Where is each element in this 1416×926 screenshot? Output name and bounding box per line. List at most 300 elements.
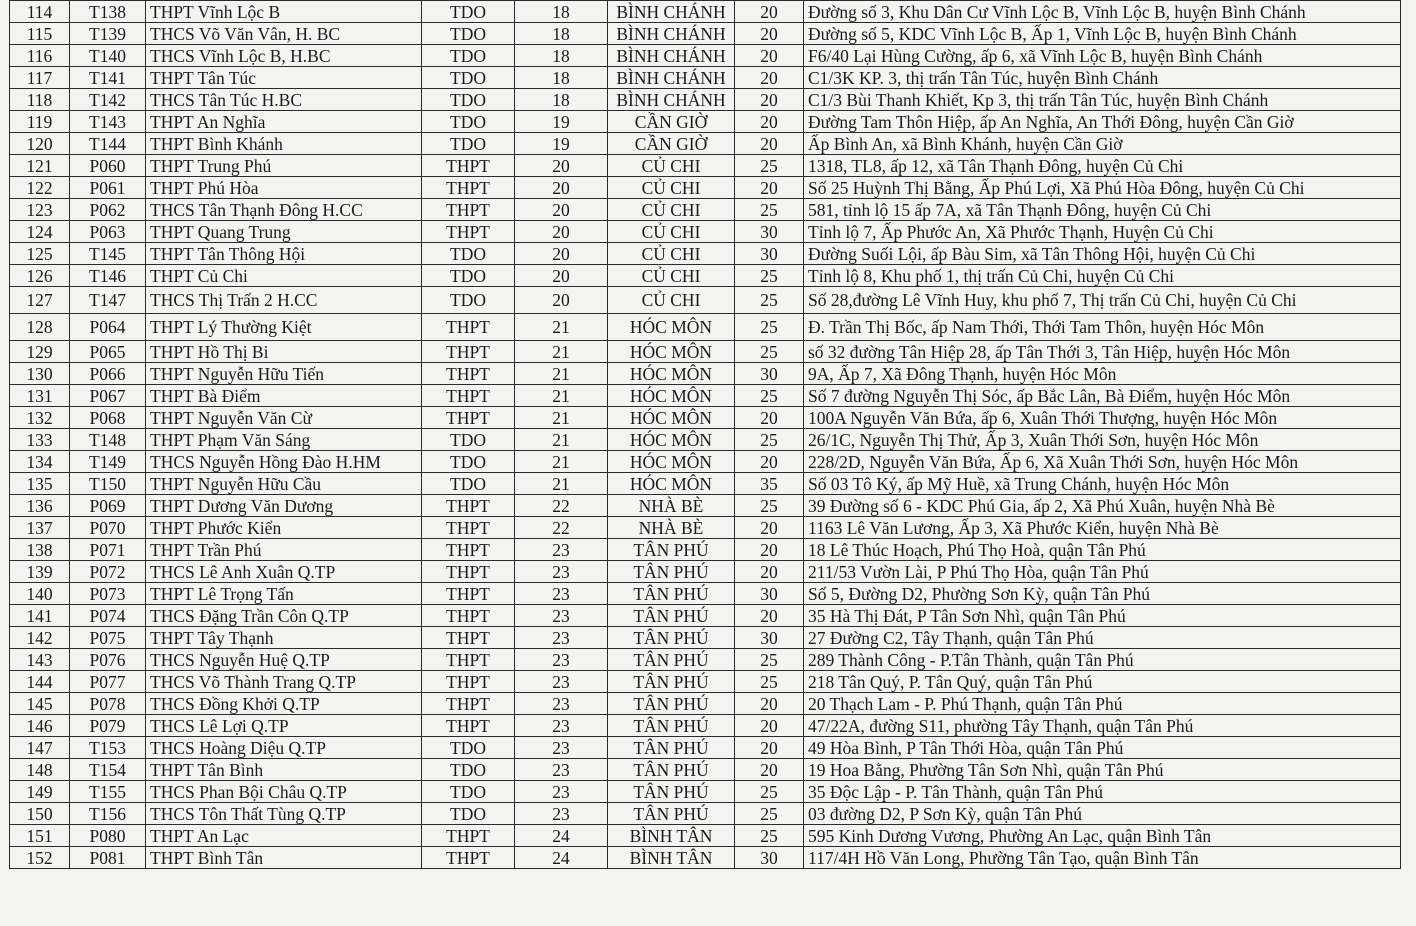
- site-code: P070: [70, 517, 146, 539]
- table-row: [10, 803, 1401, 825]
- room-count: 25: [735, 341, 804, 363]
- site-code: P080: [70, 825, 146, 847]
- school-type: TDO: [422, 803, 515, 825]
- school-name: THPT An Nghĩa: [146, 111, 422, 133]
- school-address: Số 03 Tô Ký, ấp Mỹ Huề, xã Trung Chánh, huyện Hóc Môn: [804, 473, 1401, 495]
- room-count: 20: [735, 693, 804, 715]
- table-row: [10, 847, 1401, 869]
- school-name: THPT Tây Thạnh: [146, 627, 422, 649]
- district-number: 20: [515, 265, 608, 287]
- site-code: T141: [70, 67, 146, 89]
- district-number: 21: [515, 314, 608, 341]
- school-name: THPT Trần Phú: [146, 539, 422, 561]
- school-name: THPT Phước Kiển: [146, 517, 422, 539]
- room-count: 25: [735, 803, 804, 825]
- district-name: BÌNH CHÁNH: [608, 67, 735, 89]
- school-name: THPT Tân Túc: [146, 67, 422, 89]
- school-name: THPT Trung Phú: [146, 155, 422, 177]
- site-code: P061: [70, 177, 146, 199]
- site-code: T146: [70, 265, 146, 287]
- school-address: 581, tỉnh lộ 15 ấp 7A, xã Tân Thạnh Đông, huyện Củ Chi: [804, 199, 1401, 221]
- row-number: 131: [10, 385, 70, 407]
- district-number: 21: [515, 385, 608, 407]
- site-code: T155: [70, 781, 146, 803]
- row-number: 151: [10, 825, 70, 847]
- school-address: 47/22A, đường S11, phường Tây Thạnh, quận Tân Phú: [804, 715, 1401, 737]
- row-number: 150: [10, 803, 70, 825]
- school-name: THCS Nguyễn Hồng Đào H.HM: [146, 451, 422, 473]
- school-type: THPT: [422, 155, 515, 177]
- district-number: 20: [515, 199, 608, 221]
- district-number: 23: [515, 759, 608, 781]
- school-type: THPT: [422, 847, 515, 869]
- district-number: 24: [515, 847, 608, 869]
- school-name: THPT Củ Chi: [146, 265, 422, 287]
- school-address: Đường Tam Thôn Hiệp, ấp An Nghĩa, An Thới Đông, huyện Cần Giờ: [804, 111, 1401, 133]
- school-name: THCS Võ Thành Trang Q.TP: [146, 671, 422, 693]
- room-count: 25: [735, 429, 804, 451]
- school-address: C1/3K KP. 3, thị trấn Tân Túc, huyện Bình Chánh: [804, 67, 1401, 89]
- site-code: T148: [70, 429, 146, 451]
- table-row: [10, 265, 1401, 287]
- school-name: THPT Bình Tân: [146, 847, 422, 869]
- room-count: 20: [735, 539, 804, 561]
- school-type: THPT: [422, 693, 515, 715]
- site-code: P077: [70, 671, 146, 693]
- district-number: 23: [515, 693, 608, 715]
- site-code: T143: [70, 111, 146, 133]
- school-type: TDO: [422, 451, 515, 473]
- table-row: [10, 363, 1401, 385]
- district-number: 23: [515, 649, 608, 671]
- room-count: 25: [735, 671, 804, 693]
- room-count: 20: [735, 451, 804, 473]
- district-name: TÂN PHÚ: [608, 605, 735, 627]
- school-name: THPT Vĩnh Lộc B: [146, 1, 422, 23]
- row-number: 118: [10, 89, 70, 111]
- district-number: 23: [515, 671, 608, 693]
- school-name: THCS Nguyễn Huệ Q.TP: [146, 649, 422, 671]
- table-row: [10, 177, 1401, 199]
- school-type: TDO: [422, 89, 515, 111]
- row-number: 144: [10, 671, 70, 693]
- school-address: 18 Lê Thúc Hoạch, Phú Thọ Hoà, quận Tân Phú: [804, 539, 1401, 561]
- district-number: 18: [515, 67, 608, 89]
- table-row: [10, 133, 1401, 155]
- school-name: THCS Tân Thạnh Đông H.CC: [146, 199, 422, 221]
- district-name: BÌNH CHÁNH: [608, 89, 735, 111]
- school-type: THPT: [422, 715, 515, 737]
- district-name: CẦN GIỜ: [608, 133, 735, 155]
- table-row: [10, 737, 1401, 759]
- row-number: 149: [10, 781, 70, 803]
- school-type: THPT: [422, 341, 515, 363]
- row-number: 119: [10, 111, 70, 133]
- school-name: THPT An Lạc: [146, 825, 422, 847]
- school-type: TDO: [422, 287, 515, 314]
- room-count: 20: [735, 23, 804, 45]
- row-number: 114: [10, 1, 70, 23]
- site-code: P071: [70, 539, 146, 561]
- district-name: TÂN PHÚ: [608, 561, 735, 583]
- room-count: 25: [735, 825, 804, 847]
- district-name: TÂN PHÚ: [608, 627, 735, 649]
- school-address: 35 Độc Lập - P. Tân Thành, quận Tân Phú: [804, 781, 1401, 803]
- table-row: [10, 539, 1401, 561]
- table-row: [10, 781, 1401, 803]
- room-count: 25: [735, 199, 804, 221]
- district-name: TÂN PHÚ: [608, 803, 735, 825]
- site-code: P064: [70, 314, 146, 341]
- table-row: [10, 221, 1401, 243]
- district-name: TÂN PHÚ: [608, 781, 735, 803]
- school-type: THPT: [422, 517, 515, 539]
- room-count: 25: [735, 649, 804, 671]
- row-number: 120: [10, 133, 70, 155]
- district-number: 23: [515, 781, 608, 803]
- school-name: THPT Bình Khánh: [146, 133, 422, 155]
- district-number: 19: [515, 111, 608, 133]
- room-count: 30: [735, 627, 804, 649]
- table-row: [10, 111, 1401, 133]
- table-body: [10, 0, 1401, 869]
- site-code: P081: [70, 847, 146, 869]
- exam-site-table: [9, 0, 1401, 869]
- table-row: [10, 314, 1401, 341]
- room-count: 20: [735, 517, 804, 539]
- row-number: 145: [10, 693, 70, 715]
- school-name: THCS Tân Túc H.BC: [146, 89, 422, 111]
- table-row: [10, 45, 1401, 67]
- school-type: TDO: [422, 759, 515, 781]
- room-count: 30: [735, 363, 804, 385]
- site-code: P075: [70, 627, 146, 649]
- table-row: [10, 407, 1401, 429]
- table-row: [10, 561, 1401, 583]
- district-name: TÂN PHÚ: [608, 737, 735, 759]
- district-number: 20: [515, 221, 608, 243]
- row-number: 140: [10, 583, 70, 605]
- row-number: 115: [10, 23, 70, 45]
- table-row: [10, 605, 1401, 627]
- school-address: số 32 đường Tân Hiệp 28, ấp Tân Thới 3, Tân Hiệp, huyện Hóc Môn: [804, 341, 1401, 363]
- district-name: BÌNH TÂN: [608, 847, 735, 869]
- school-address: 289 Thành Công - P.Tân Thành, quận Tân Phú: [804, 649, 1401, 671]
- district-number: 24: [515, 825, 608, 847]
- room-count: 25: [735, 265, 804, 287]
- district-name: CẦN GIỜ: [608, 111, 735, 133]
- school-type: THPT: [422, 583, 515, 605]
- room-count: 20: [735, 1, 804, 23]
- district-name: HÓC MÔN: [608, 385, 735, 407]
- district-number: 23: [515, 627, 608, 649]
- table-row: [10, 199, 1401, 221]
- site-code: T154: [70, 759, 146, 781]
- room-count: 25: [735, 495, 804, 517]
- school-address: 1163 Lê Văn Lương, Ấp 3, Xã Phước Kiển, huyện Nhà Bè: [804, 517, 1401, 539]
- school-name: THCS Hoàng Diệu Q.TP: [146, 737, 422, 759]
- table-row: [10, 627, 1401, 649]
- school-type: THPT: [422, 605, 515, 627]
- district-name: CỦ CHI: [608, 265, 735, 287]
- district-number: 18: [515, 45, 608, 67]
- district-number: 23: [515, 605, 608, 627]
- school-type: TDO: [422, 111, 515, 133]
- school-type: THPT: [422, 314, 515, 341]
- district-number: 22: [515, 517, 608, 539]
- school-type: TDO: [422, 67, 515, 89]
- school-name: THCS Thị Trấn 2 H.CC: [146, 287, 422, 314]
- school-address: 100A Nguyễn Văn Bứa, ấp 6, Xuân Thới Thượng, huyện Hóc Môn: [804, 407, 1401, 429]
- school-name: THPT Bà Điểm: [146, 385, 422, 407]
- school-address: Số 5, Đường D2, Phường Sơn Kỳ, quận Tân Phú: [804, 583, 1401, 605]
- row-number: 130: [10, 363, 70, 385]
- school-address: Đ. Trần Thị Bốc, ấp Nam Thới, Thới Tam Thôn, huyện Hóc Môn: [804, 314, 1401, 341]
- school-type: TDO: [422, 23, 515, 45]
- district-number: 23: [515, 803, 608, 825]
- room-count: 25: [735, 781, 804, 803]
- district-name: BÌNH CHÁNH: [608, 23, 735, 45]
- district-number: 20: [515, 177, 608, 199]
- site-code: P060: [70, 155, 146, 177]
- row-number: 128: [10, 314, 70, 341]
- site-code: P065: [70, 341, 146, 363]
- school-name: THCS Đồng Khởi Q.TP: [146, 693, 422, 715]
- room-count: 30: [735, 221, 804, 243]
- school-name: THPT Phạm Văn Sáng: [146, 429, 422, 451]
- school-type: TDO: [422, 781, 515, 803]
- site-code: T139: [70, 23, 146, 45]
- site-code: P063: [70, 221, 146, 243]
- school-name: THCS Vĩnh Lộc B, H.BC: [146, 45, 422, 67]
- site-code: T145: [70, 243, 146, 265]
- table-row: [10, 671, 1401, 693]
- table-row: [10, 287, 1401, 314]
- school-name: THCS Lê Anh Xuân Q.TP: [146, 561, 422, 583]
- row-number: 137: [10, 517, 70, 539]
- table-row: [10, 715, 1401, 737]
- school-address: Đường số 5, KDC Vĩnh Lộc B, Ấp 1, Vĩnh Lộc B, huyện Bình Chánh: [804, 23, 1401, 45]
- school-address: 218 Tân Quý, P. Tân Quý, quận Tân Phú: [804, 671, 1401, 693]
- school-type: TDO: [422, 243, 515, 265]
- district-number: 18: [515, 1, 608, 23]
- table-row: [10, 89, 1401, 111]
- school-address: 228/2D, Nguyễn Văn Bứa, Ấp 6, Xã Xuân Thới Sơn, huyện Hóc Môn: [804, 451, 1401, 473]
- table-row: [10, 429, 1401, 451]
- school-address: 27 Đường C2, Tây Thạnh, quận Tân Phú: [804, 627, 1401, 649]
- table-row: [10, 517, 1401, 539]
- room-count: 25: [735, 385, 804, 407]
- site-code: P073: [70, 583, 146, 605]
- site-code: P078: [70, 693, 146, 715]
- district-number: 23: [515, 583, 608, 605]
- district-name: BÌNH CHÁNH: [608, 45, 735, 67]
- district-name: TÂN PHÚ: [608, 539, 735, 561]
- district-name: BÌNH CHÁNH: [608, 1, 735, 23]
- room-count: 20: [735, 89, 804, 111]
- school-name: THPT Quang Trung: [146, 221, 422, 243]
- district-number: 23: [515, 715, 608, 737]
- row-number: 135: [10, 473, 70, 495]
- room-count: 25: [735, 314, 804, 341]
- site-code: P066: [70, 363, 146, 385]
- room-count: 30: [735, 243, 804, 265]
- row-number: 152: [10, 847, 70, 869]
- district-number: 19: [515, 133, 608, 155]
- school-address: 117/4H Hồ Văn Long, Phường Tân Tạo, quận Bình Tân: [804, 847, 1401, 869]
- school-type: THPT: [422, 363, 515, 385]
- site-code: T156: [70, 803, 146, 825]
- row-number: 148: [10, 759, 70, 781]
- district-number: 21: [515, 429, 608, 451]
- table-row: [10, 23, 1401, 45]
- district-name: NHÀ BÈ: [608, 517, 735, 539]
- school-type: THPT: [422, 495, 515, 517]
- district-name: CỦ CHI: [608, 155, 735, 177]
- row-number: 126: [10, 265, 70, 287]
- district-number: 21: [515, 341, 608, 363]
- room-count: 20: [735, 605, 804, 627]
- site-code: T149: [70, 451, 146, 473]
- district-number: 18: [515, 23, 608, 45]
- row-number: 122: [10, 177, 70, 199]
- room-count: 20: [735, 45, 804, 67]
- district-name: HÓC MÔN: [608, 341, 735, 363]
- row-number: 134: [10, 451, 70, 473]
- room-count: 20: [735, 177, 804, 199]
- table-row: [10, 583, 1401, 605]
- school-address: 595 Kinh Dương Vương, Phường An Lạc, quận Bình Tân: [804, 825, 1401, 847]
- room-count: 20: [735, 737, 804, 759]
- table-row: [10, 759, 1401, 781]
- site-code: P068: [70, 407, 146, 429]
- district-name: HÓC MÔN: [608, 473, 735, 495]
- district-name: CỦ CHI: [608, 199, 735, 221]
- site-code: T142: [70, 89, 146, 111]
- school-type: TDO: [422, 265, 515, 287]
- row-number: 124: [10, 221, 70, 243]
- row-number: 138: [10, 539, 70, 561]
- district-name: HÓC MÔN: [608, 451, 735, 473]
- district-name: NHÀ BÈ: [608, 495, 735, 517]
- row-number: 125: [10, 243, 70, 265]
- room-count: 25: [735, 155, 804, 177]
- room-count: 20: [735, 133, 804, 155]
- district-number: 23: [515, 539, 608, 561]
- room-count: 25: [735, 287, 804, 314]
- school-address: 20 Thạch Lam - P. Phú Thạnh, quận Tân Phú: [804, 693, 1401, 715]
- row-number: 136: [10, 495, 70, 517]
- school-name: THCS Lê Lợi Q.TP: [146, 715, 422, 737]
- school-address: C1/3 Bùi Thanh Khiết, Kp 3, thị trấn Tân Túc, huyện Bình Chánh: [804, 89, 1401, 111]
- district-number: 20: [515, 287, 608, 314]
- row-number: 147: [10, 737, 70, 759]
- district-name: CỦ CHI: [608, 221, 735, 243]
- school-name: THPT Hồ Thị Bi: [146, 341, 422, 363]
- school-address: Số 25 Huỳnh Thị Bằng, Ấp Phú Lợi, Xã Phú Hòa Đông, huyện Củ Chi: [804, 177, 1401, 199]
- room-count: 20: [735, 67, 804, 89]
- row-number: 146: [10, 715, 70, 737]
- table-row: [10, 1, 1401, 23]
- district-number: 21: [515, 363, 608, 385]
- school-type: THPT: [422, 561, 515, 583]
- district-number: 20: [515, 155, 608, 177]
- school-type: THPT: [422, 649, 515, 671]
- room-count: 20: [735, 561, 804, 583]
- row-number: 127: [10, 287, 70, 314]
- school-name: THPT Tân Thông Hội: [146, 243, 422, 265]
- school-address: 211/53 Vườn Lài, P Phú Thọ Hòa, quận Tân Phú: [804, 561, 1401, 583]
- school-type: THPT: [422, 199, 515, 221]
- school-address: Ấp Bình An, xã Bình Khánh, huyện Cần Giờ: [804, 133, 1401, 155]
- school-name: THPT Phú Hòa: [146, 177, 422, 199]
- row-number: 117: [10, 67, 70, 89]
- table-row: [10, 155, 1401, 177]
- district-number: 21: [515, 451, 608, 473]
- row-number: 142: [10, 627, 70, 649]
- district-number: 23: [515, 737, 608, 759]
- school-type: THPT: [422, 385, 515, 407]
- district-name: HÓC MÔN: [608, 314, 735, 341]
- table-row: [10, 473, 1401, 495]
- row-number: 139: [10, 561, 70, 583]
- table-row: [10, 693, 1401, 715]
- district-name: TÂN PHÚ: [608, 693, 735, 715]
- room-count: 30: [735, 583, 804, 605]
- school-type: THPT: [422, 539, 515, 561]
- row-number: 132: [10, 407, 70, 429]
- table-row: [10, 341, 1401, 363]
- school-type: THPT: [422, 407, 515, 429]
- school-name: THPT Lê Trọng Tấn: [146, 583, 422, 605]
- school-address: 9A, Ấp 7, Xã Đông Thạnh, huyện Hóc Môn: [804, 363, 1401, 385]
- district-name: TÂN PHÚ: [608, 671, 735, 693]
- school-type: THPT: [422, 177, 515, 199]
- school-name: THPT Lý Thường Kiệt: [146, 314, 422, 341]
- site-code: P069: [70, 495, 146, 517]
- school-address: 39 Đường số 6 - KDC Phú Gia, ấp 2, Xã Phú Xuân, huyện Nhà Bè: [804, 495, 1401, 517]
- room-count: 20: [735, 715, 804, 737]
- district-name: TÂN PHÚ: [608, 583, 735, 605]
- site-code: T140: [70, 45, 146, 67]
- school-name: THCS Tôn Thất Tùng Q.TP: [146, 803, 422, 825]
- row-number: 141: [10, 605, 70, 627]
- site-code: P072: [70, 561, 146, 583]
- district-number: 21: [515, 473, 608, 495]
- site-code: P079: [70, 715, 146, 737]
- table-row: [10, 67, 1401, 89]
- school-name: THPT Nguyễn Văn Cừ: [146, 407, 422, 429]
- district-name: HÓC MÔN: [608, 429, 735, 451]
- site-code: T138: [70, 1, 146, 23]
- district-number: 21: [515, 407, 608, 429]
- site-code: P067: [70, 385, 146, 407]
- row-number: 143: [10, 649, 70, 671]
- school-type: TDO: [422, 45, 515, 67]
- row-number: 123: [10, 199, 70, 221]
- table-row: [10, 385, 1401, 407]
- school-type: THPT: [422, 671, 515, 693]
- school-address: F6/40 Lại Hùng Cường, ấp 6, xã Vĩnh Lộc B, huyện Bình Chánh: [804, 45, 1401, 67]
- table-row: [10, 649, 1401, 671]
- school-address: Số 7 đường Nguyễn Thị Sóc, ấp Bắc Lân, Bà Điểm, huyện Hóc Môn: [804, 385, 1401, 407]
- table-row: [10, 451, 1401, 473]
- school-address: Số 28,đường Lê Vĩnh Huy, khu phố 7, Thị trấn Củ Chi, huyện Củ Chi: [804, 287, 1401, 314]
- school-name: THPT Nguyễn Hữu Cầu: [146, 473, 422, 495]
- school-type: TDO: [422, 737, 515, 759]
- school-type: TDO: [422, 429, 515, 451]
- school-name: THCS Phan Bội Châu Q.TP: [146, 781, 422, 803]
